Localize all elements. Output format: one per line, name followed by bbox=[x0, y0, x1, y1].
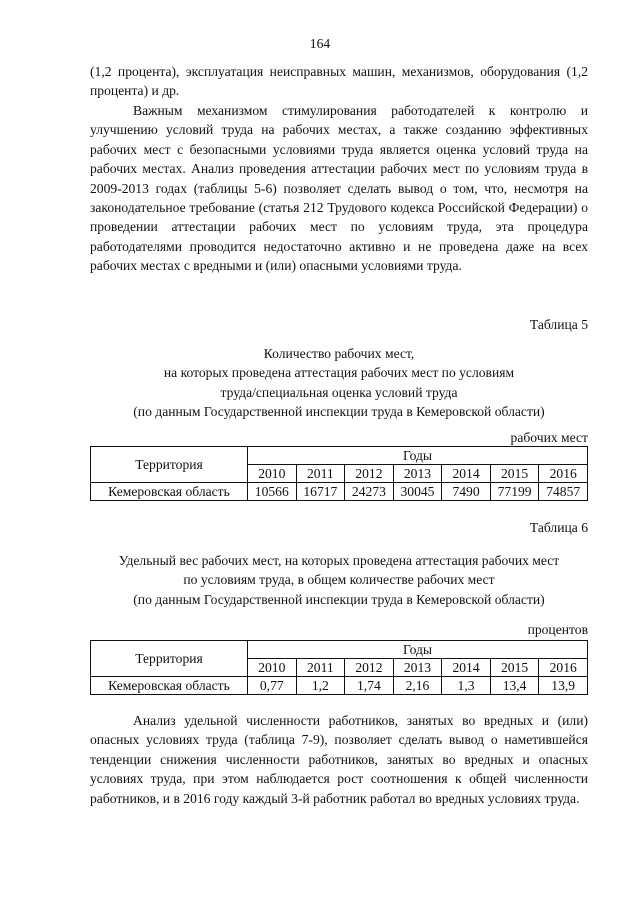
value-cell: 77199 bbox=[490, 483, 539, 501]
table5-title-line: труда/специальная оценка условий труда bbox=[220, 384, 458, 400]
value-cell: 1,74 bbox=[345, 677, 394, 695]
year-cell: 2014 bbox=[442, 465, 491, 483]
table5-title-line: Количество рабочих мест, bbox=[263, 346, 415, 361]
year-cell: 2011 bbox=[296, 659, 345, 677]
value-cell: 1,3 bbox=[442, 677, 491, 695]
table-header-row bbox=[91, 447, 588, 465]
column-header-years: Годы bbox=[248, 641, 588, 659]
year-cell: 2010 bbox=[248, 465, 297, 483]
paragraph-workers-analysis bbox=[90, 711, 588, 808]
table6-title-line: Удельный вес рабочих мест, на которых проведена аттестация рабочих мест bbox=[118, 553, 560, 568]
table6 bbox=[90, 640, 588, 695]
value-cell: 2,16 bbox=[393, 677, 442, 695]
value-cell: 10566 bbox=[248, 483, 297, 501]
value-cell: 74857 bbox=[539, 483, 588, 501]
paragraph-1: (1,2 процента), эксплуатация неисправных машин, механизмов, оборудования (1,2 процента) и др. bbox=[90, 64, 588, 99]
paragraph-continuation bbox=[90, 62, 588, 101]
year-cell: 2011 bbox=[296, 465, 345, 483]
year-cell: 2013 bbox=[393, 659, 442, 677]
table5-title-line: на которых проведена аттестация рабочих мест по условиям bbox=[163, 365, 515, 381]
table6-title bbox=[90, 551, 588, 609]
year-cell: 2015 bbox=[490, 659, 539, 677]
value-cell: 16717 bbox=[296, 483, 345, 501]
year-cell: 2012 bbox=[345, 659, 394, 677]
row-label: Кемеровская область bbox=[91, 483, 248, 501]
paragraph-2: Важным механизмом стимулирования работодателей к контролю и улучшению условий труда на рабочих местах, а также созданию эффективных рабочих мест с безопасными условиями труда является оценка условий труда на рабочих местах. Анализ проведения аттестации рабочих мест по условиям труда в 2009-2013 годах (таблицы 5-6) позволяет сделать вывод о том, что, несмотря на законодательное требование (статья 212 Трудового кодекса Российской Федерации) о проведении аттестации рабочих мест по условиям труда, эта процедура работодателями проводится недостаточно активно и не проведена даже на всех рабочих местах с вредными и (или) опасными условиями труда. bbox=[90, 103, 588, 274]
table6-label: Таблица 6 bbox=[529, 520, 588, 535]
year-cell: 2010 bbox=[248, 659, 297, 677]
table-row bbox=[91, 677, 588, 695]
column-header-years: Годы bbox=[248, 447, 588, 465]
year-cell: 2012 bbox=[345, 465, 394, 483]
year-cell: 2014 bbox=[442, 659, 491, 677]
column-header-territory: Территория bbox=[91, 447, 248, 483]
table6-title-line: по условиям труда, в общем количестве рабочих мест bbox=[183, 572, 495, 588]
value-cell: 1,2 bbox=[296, 677, 345, 695]
table-row bbox=[91, 483, 588, 501]
value-cell: 0,77 bbox=[248, 677, 297, 695]
row-label: Кемеровская область bbox=[91, 677, 248, 695]
paragraph-attestation-analysis bbox=[90, 101, 588, 276]
page-number: 164 bbox=[309, 36, 331, 51]
value-cell: 24273 bbox=[345, 483, 394, 501]
table-header-row bbox=[91, 641, 588, 659]
table6-unit: процентов bbox=[527, 622, 588, 637]
table5-label: Таблица 5 bbox=[529, 317, 588, 332]
value-cell: 30045 bbox=[393, 483, 442, 501]
paragraph-3: Анализ удельной численности работников, занятых во вредных и (или) опасных условиях труда (таблица 7-9), позволяет сделать вывод о наметившейся тенденции снижения численности работников, занятых во вредных и опасных условиях труда, при этом наблюдается рост соотношения к общей численности работников, и в 2016 году каждый 3-й работник работал во вредных условиях труда. bbox=[90, 713, 588, 806]
year-cell: 2013 bbox=[393, 465, 442, 483]
value-cell: 7490 bbox=[442, 483, 491, 501]
table5-title bbox=[90, 344, 588, 422]
table5 bbox=[90, 446, 588, 501]
column-header-territory: Территория bbox=[91, 641, 248, 677]
year-cell: 2016 bbox=[539, 659, 588, 677]
value-cell: 13,4 bbox=[490, 677, 539, 695]
table5-title-line: (по данным Государственной инспекции труда в Кемеровской области) bbox=[133, 404, 545, 420]
table6-title-line: (по данным Государственной инспекции труда в Кемеровской области) bbox=[133, 591, 545, 607]
table5-unit: рабочих мест bbox=[510, 430, 588, 445]
year-cell: 2015 bbox=[490, 465, 539, 483]
value-cell: 13,9 bbox=[539, 677, 588, 695]
year-cell: 2016 bbox=[539, 465, 588, 483]
